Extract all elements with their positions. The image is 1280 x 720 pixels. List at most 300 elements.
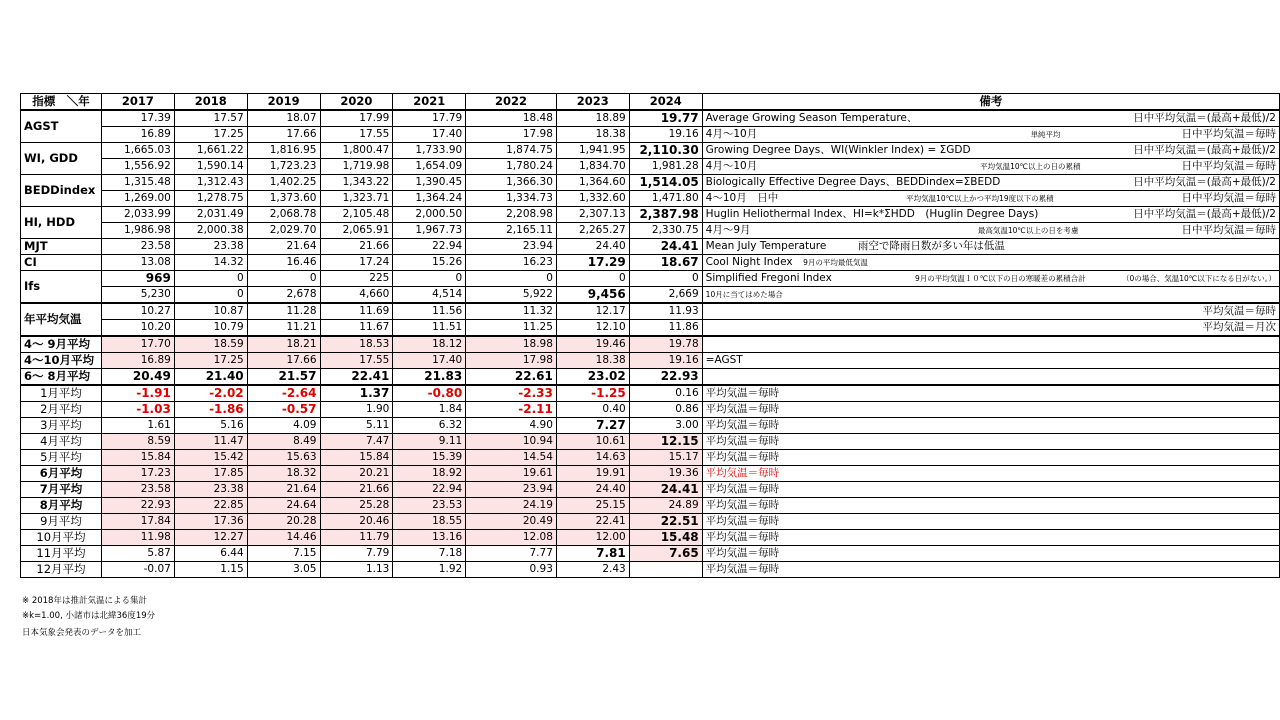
note-text: 日中平均気温＝(最高+最低)/2 [1133, 176, 1276, 188]
note-text: 日中平均気温＝(最高+最低)/2 [1133, 208, 1276, 220]
month-note: 平均気温＝毎時 [702, 498, 1279, 514]
value-cell: 19.91 [556, 466, 629, 482]
value-cell: 19.46 [556, 336, 629, 353]
value-cell: 0 [466, 271, 557, 287]
value-cell: 20.46 [320, 514, 393, 530]
value-cell: 17.55 [320, 127, 393, 143]
value-cell: 15.84 [101, 450, 174, 466]
month-label: 4月平均 [21, 434, 102, 450]
value-cell: 15.39 [393, 450, 466, 466]
value-cell: 3.00 [629, 418, 702, 434]
value-cell: 2,065.91 [320, 223, 393, 239]
value-cell: 11.67 [320, 320, 393, 337]
value-cell: 24.41 [629, 239, 702, 255]
value-cell: 16.46 [247, 255, 320, 271]
table-row [21, 482, 1280, 498]
value-cell: 7.18 [393, 546, 466, 562]
value-cell: 1,364.24 [393, 191, 466, 207]
value-cell: 969 [101, 271, 174, 287]
value-cell: 2.43 [556, 562, 629, 578]
value-cell: 23.38 [174, 482, 247, 498]
value-cell: 1.13 [320, 562, 393, 578]
note-text: 10月に当てはめた場合 [705, 290, 783, 299]
value-cell: 22.94 [393, 482, 466, 498]
month-label: 12月平均 [21, 562, 102, 578]
value-cell: 15.42 [174, 450, 247, 466]
value-cell: 23.58 [101, 239, 174, 255]
hi-note-2 [702, 223, 1279, 239]
value-cell: 17.57 [174, 110, 247, 127]
value-cell: 1,661.22 [174, 143, 247, 159]
p68-label: 6～ 8月平均 [21, 369, 102, 386]
value-cell: 20.49 [466, 514, 557, 530]
month-label: 6月平均 [21, 466, 102, 482]
value-cell: 6.44 [174, 546, 247, 562]
table-row [21, 271, 1280, 287]
value-cell: 20.21 [320, 466, 393, 482]
value-cell: 1,373.60 [247, 191, 320, 207]
value-cell: 0 [174, 271, 247, 287]
month-note: 平均気温＝毎時 [702, 514, 1279, 530]
value-cell: 17.40 [393, 127, 466, 143]
value-cell: 18.98 [466, 336, 557, 353]
p410-label: 4～10月平均 [21, 353, 102, 369]
month-note: 平均気温＝毎時 [702, 562, 1279, 578]
value-cell: 24.89 [629, 498, 702, 514]
table-row [21, 402, 1280, 418]
table-row [21, 175, 1280, 191]
value-cell: 22.85 [174, 498, 247, 514]
value-cell: 1,816.95 [247, 143, 320, 159]
value-cell: 16.89 [101, 127, 174, 143]
table-row [21, 466, 1280, 482]
value-cell: 4,514 [393, 287, 466, 304]
value-cell: 22.41 [320, 369, 393, 386]
table-row [21, 127, 1280, 143]
value-cell: 12.17 [556, 303, 629, 320]
value-cell: 1,941.95 [556, 143, 629, 159]
value-cell: 18.59 [174, 336, 247, 353]
footnote-2: ※k=1.00, 小諸市は北緯36度19分 [22, 611, 156, 621]
value-cell: 23.38 [174, 239, 247, 255]
ci-note [702, 255, 1279, 271]
value-cell: 7.81 [556, 546, 629, 562]
p49-note [702, 336, 1279, 353]
value-cell: 2,105.48 [320, 207, 393, 223]
value-cell: 5.11 [320, 418, 393, 434]
value-cell: 6.32 [393, 418, 466, 434]
note-text: Average Growing Season Temperature、 [705, 112, 918, 124]
value-cell: 7.79 [320, 546, 393, 562]
table-row [21, 94, 1280, 111]
value-cell: 11.86 [629, 320, 702, 337]
value-cell [629, 562, 702, 578]
month-label: 1月平均 [21, 385, 102, 402]
mjt-note [702, 239, 1279, 255]
value-cell: 23.58 [101, 482, 174, 498]
value-cell: 11.93 [629, 303, 702, 320]
value-cell: 18.38 [556, 127, 629, 143]
month-label: 8月平均 [21, 498, 102, 514]
year-header: 2022 [466, 94, 557, 111]
value-cell: -2.02 [174, 385, 247, 402]
value-cell: 1,471.80 [629, 191, 702, 207]
value-cell: 0.93 [466, 562, 557, 578]
value-cell: 17.99 [320, 110, 393, 127]
note-text: Mean July Temperature [705, 240, 827, 252]
value-cell: 10.27 [101, 303, 174, 320]
mjt-label: MJT [21, 239, 102, 255]
value-cell: 19.36 [629, 466, 702, 482]
value-cell: -2.11 [466, 402, 557, 418]
value-cell: 1,834.70 [556, 159, 629, 175]
value-cell: 4,660 [320, 287, 393, 304]
climate-index-table [20, 93, 1280, 578]
value-cell: 24.19 [466, 498, 557, 514]
note-text: （0の場合、気温10℃以下になる日がない。） [1121, 274, 1276, 283]
value-cell: 15.63 [247, 450, 320, 466]
value-cell: 1,269.00 [101, 191, 174, 207]
value-cell: 18.48 [466, 110, 557, 127]
note-text: 最高気温10℃以上の日を考慮 [977, 226, 1079, 235]
value-cell: 2,033.99 [101, 207, 174, 223]
ifs-label: Ifs [21, 271, 102, 304]
value-cell: 23.53 [393, 498, 466, 514]
value-cell: -2.33 [466, 385, 557, 402]
value-cell: -1.91 [101, 385, 174, 402]
value-cell: 17.25 [174, 127, 247, 143]
value-cell: 12.08 [466, 530, 557, 546]
value-cell: 1,556.92 [101, 159, 174, 175]
value-cell: 0.86 [629, 402, 702, 418]
value-cell: 11.21 [247, 320, 320, 337]
value-cell: 17.55 [320, 353, 393, 369]
value-cell: 15.84 [320, 450, 393, 466]
agst-note-1 [702, 110, 1279, 127]
value-cell: 14.54 [466, 450, 557, 466]
value-cell: 2,669 [629, 287, 702, 304]
value-cell: 21.64 [247, 239, 320, 255]
value-cell: 1,278.75 [174, 191, 247, 207]
table-row [21, 110, 1280, 127]
value-cell: 2,000.50 [393, 207, 466, 223]
month-note: 平均気温＝毎時 [702, 482, 1279, 498]
value-cell: 24.40 [556, 239, 629, 255]
value-cell: 11.98 [101, 530, 174, 546]
value-cell: 17.40 [393, 353, 466, 369]
month-note: 平均気温＝毎時 [702, 418, 1279, 434]
value-cell: 17.98 [466, 127, 557, 143]
month-label: 3月平均 [21, 418, 102, 434]
value-cell: 7.15 [247, 546, 320, 562]
value-cell: 17.98 [466, 353, 557, 369]
value-cell: 25.28 [320, 498, 393, 514]
value-cell: 7.65 [629, 546, 702, 562]
table-row [21, 562, 1280, 578]
value-cell: 1,334.73 [466, 191, 557, 207]
value-cell: 18.12 [393, 336, 466, 353]
annual-note-2: 平均気温＝月次 [702, 320, 1279, 337]
year-header: 2023 [556, 94, 629, 111]
value-cell: 0 [556, 271, 629, 287]
value-cell: 16.23 [466, 255, 557, 271]
month-note: 平均気温＝毎時 [702, 530, 1279, 546]
value-cell: 2,110.30 [629, 143, 702, 159]
p68-note [702, 369, 1279, 386]
value-cell: 2,208.98 [466, 207, 557, 223]
value-cell: 10.20 [101, 320, 174, 337]
value-cell: 5.87 [101, 546, 174, 562]
value-cell: 5.16 [174, 418, 247, 434]
value-cell: 2,165.11 [466, 223, 557, 239]
value-cell: 1,315.48 [101, 175, 174, 191]
note-text: 日中平均気温＝(最高+最低)/2 [1133, 112, 1276, 124]
month-note: 平均気温＝毎時 [702, 434, 1279, 450]
value-cell: 1,332.60 [556, 191, 629, 207]
value-cell: 1,366.30 [466, 175, 557, 191]
table-row [21, 320, 1280, 337]
value-cell: 19.77 [629, 110, 702, 127]
value-cell: 1,733.90 [393, 143, 466, 159]
ifs-note-2 [702, 287, 1279, 304]
value-cell: 1,986.98 [101, 223, 174, 239]
value-cell: -1.03 [101, 402, 174, 418]
table-row [21, 303, 1280, 320]
value-cell: 2,029.70 [247, 223, 320, 239]
note-text: Cool Night Index [705, 256, 793, 268]
value-cell: 17.66 [247, 127, 320, 143]
value-cell: 1.15 [174, 562, 247, 578]
value-cell: 21.64 [247, 482, 320, 498]
table-row [21, 255, 1280, 271]
value-cell: 18.38 [556, 353, 629, 369]
value-cell: 15.26 [393, 255, 466, 271]
table-row [21, 418, 1280, 434]
value-cell: 0.40 [556, 402, 629, 418]
agst-note-2 [702, 127, 1279, 143]
value-cell: 1,343.22 [320, 175, 393, 191]
value-cell: 24.41 [629, 482, 702, 498]
note-text: 4月～9月 [705, 224, 751, 236]
table-row [21, 385, 1280, 402]
year-header: 2021 [393, 94, 466, 111]
year-header: 2018 [174, 94, 247, 111]
value-cell: -2.64 [247, 385, 320, 402]
note-text: 平均気温10℃以上かつ平均19度以下の累積 [906, 194, 1054, 203]
note-text: 日中平均気温＝毎時 [1181, 192, 1276, 204]
note-text: 平均気温10℃以上の日の累積 [980, 162, 1081, 171]
value-cell: 17.66 [247, 353, 320, 369]
footnote-1: ※ 2018年は推計気温による集計 [22, 596, 147, 606]
value-cell: 14.32 [174, 255, 247, 271]
table-row [21, 434, 1280, 450]
table-row [21, 369, 1280, 386]
value-cell: 1,364.60 [556, 175, 629, 191]
note-text: 9月の平均最低気温 [803, 258, 868, 267]
value-cell: 22.94 [393, 239, 466, 255]
value-cell: 14.46 [247, 530, 320, 546]
value-cell: 18.21 [247, 336, 320, 353]
value-cell: 1,981.28 [629, 159, 702, 175]
month-label: 11月平均 [21, 546, 102, 562]
value-cell: 23.94 [466, 482, 557, 498]
ci-label: CI [21, 255, 102, 271]
value-cell: 18.07 [247, 110, 320, 127]
value-cell: 9.11 [393, 434, 466, 450]
value-cell: 17.36 [174, 514, 247, 530]
value-cell: 12.15 [629, 434, 702, 450]
table-row [21, 159, 1280, 175]
value-cell: 11.56 [393, 303, 466, 320]
table-row [21, 450, 1280, 466]
value-cell: 1.90 [320, 402, 393, 418]
value-cell: 18.67 [629, 255, 702, 271]
value-cell: 17.70 [101, 336, 174, 353]
note-text: Growing Degree Days、WI(Winkler Index) = ΣGDD [705, 144, 971, 156]
value-cell: 1,874.75 [466, 143, 557, 159]
value-cell: 11.51 [393, 320, 466, 337]
value-cell: 17.39 [101, 110, 174, 127]
value-cell: 18.32 [247, 466, 320, 482]
value-cell: 1,723.23 [247, 159, 320, 175]
value-cell: 7.77 [466, 546, 557, 562]
year-header: 2024 [629, 94, 702, 111]
remarks-header: 備考 [702, 94, 1279, 111]
value-cell: 1.92 [393, 562, 466, 578]
value-cell: 12.00 [556, 530, 629, 546]
header-corner: 指標 ＼年 [21, 94, 102, 111]
year-header: 2020 [320, 94, 393, 111]
note-text: Simplified Fregoni Index [705, 272, 832, 284]
value-cell: 19.16 [629, 127, 702, 143]
value-cell: 1.37 [320, 385, 393, 402]
table-row [21, 336, 1280, 353]
value-cell: 8.49 [247, 434, 320, 450]
value-cell: 11.69 [320, 303, 393, 320]
value-cell: 11.28 [247, 303, 320, 320]
value-cell: 25.15 [556, 498, 629, 514]
value-cell: -1.86 [174, 402, 247, 418]
month-label: 5月平均 [21, 450, 102, 466]
value-cell: 0 [174, 287, 247, 304]
value-cell: 20.28 [247, 514, 320, 530]
note-text: 日中平均気温＝毎時 [1181, 224, 1276, 236]
table-row [21, 287, 1280, 304]
value-cell: 5,230 [101, 287, 174, 304]
value-cell: 1.61 [101, 418, 174, 434]
value-cell: 0 [629, 271, 702, 287]
value-cell: 8.59 [101, 434, 174, 450]
value-cell: -1.25 [556, 385, 629, 402]
value-cell: 17.23 [101, 466, 174, 482]
value-cell: 17.84 [101, 514, 174, 530]
value-cell: 1,780.24 [466, 159, 557, 175]
table-row [21, 514, 1280, 530]
value-cell: 17.24 [320, 255, 393, 271]
ifs-note-1 [702, 271, 1279, 287]
value-cell: 1,590.14 [174, 159, 247, 175]
wi-label: WI, GDD [21, 143, 102, 175]
value-cell: -0.07 [101, 562, 174, 578]
table-row [21, 143, 1280, 159]
note-text: 雨空で降雨日数が多い年は低温 [857, 240, 1005, 252]
value-cell: 2,387.98 [629, 207, 702, 223]
value-cell: 21.57 [247, 369, 320, 386]
month-note: 平均気温＝毎時 [702, 402, 1279, 418]
value-cell: 2,330.75 [629, 223, 702, 239]
value-cell: 12.27 [174, 530, 247, 546]
value-cell: 1,323.71 [320, 191, 393, 207]
table-row [21, 223, 1280, 239]
p410-note: =AGST [702, 353, 1279, 369]
table-row [21, 239, 1280, 255]
value-cell: 4.90 [466, 418, 557, 434]
value-cell: 17.85 [174, 466, 247, 482]
value-cell: 22.93 [629, 369, 702, 386]
month-label: 9月平均 [21, 514, 102, 530]
annual-label: 年平均気温 [21, 303, 102, 336]
value-cell: 1,312.43 [174, 175, 247, 191]
value-cell: 11.32 [466, 303, 557, 320]
table-row [21, 207, 1280, 223]
month-label: 2月平均 [21, 402, 102, 418]
footnote-3: 日本気象会発表のデータを加工 [22, 628, 142, 638]
value-cell: 15.17 [629, 450, 702, 466]
value-cell: 24.40 [556, 482, 629, 498]
value-cell: 2,678 [247, 287, 320, 304]
value-cell: 2,265.27 [556, 223, 629, 239]
value-cell: 9,456 [556, 287, 629, 304]
value-cell: 19.78 [629, 336, 702, 353]
value-cell: 18.53 [320, 336, 393, 353]
value-cell: 10.87 [174, 303, 247, 320]
table-row [21, 498, 1280, 514]
value-cell: 2,068.78 [247, 207, 320, 223]
wi-note-2 [702, 159, 1279, 175]
value-cell: 18.89 [556, 110, 629, 127]
value-cell: 17.79 [393, 110, 466, 127]
value-cell: 1,719.98 [320, 159, 393, 175]
value-cell: 22.61 [466, 369, 557, 386]
bedd-label: BEDDindex [21, 175, 102, 207]
month-note: 平均気温＝毎時 [702, 466, 1279, 482]
bedd-note-1 [702, 175, 1279, 191]
value-cell: 0 [393, 271, 466, 287]
value-cell: 225 [320, 271, 393, 287]
value-cell: 19.61 [466, 466, 557, 482]
agst-label: AGST [21, 110, 102, 143]
value-cell: 21.66 [320, 482, 393, 498]
value-cell: 22.41 [556, 514, 629, 530]
value-cell: 5,922 [466, 287, 557, 304]
value-cell: 3.05 [247, 562, 320, 578]
value-cell: 1.84 [393, 402, 466, 418]
note-text: 4月～10月 [705, 160, 758, 172]
value-cell: 17.25 [174, 353, 247, 369]
year-header: 2019 [247, 94, 320, 111]
value-cell: 7.47 [320, 434, 393, 450]
value-cell: 15.48 [629, 530, 702, 546]
value-cell: 1,402.25 [247, 175, 320, 191]
value-cell: 10.79 [174, 320, 247, 337]
value-cell: 11.79 [320, 530, 393, 546]
table-row [21, 191, 1280, 207]
value-cell: 14.63 [556, 450, 629, 466]
hi-note-1 [702, 207, 1279, 223]
note-text: 日中平均気温＝(最高+最低)/2 [1133, 144, 1276, 156]
value-cell: 23.94 [466, 239, 557, 255]
value-cell: 18.55 [393, 514, 466, 530]
